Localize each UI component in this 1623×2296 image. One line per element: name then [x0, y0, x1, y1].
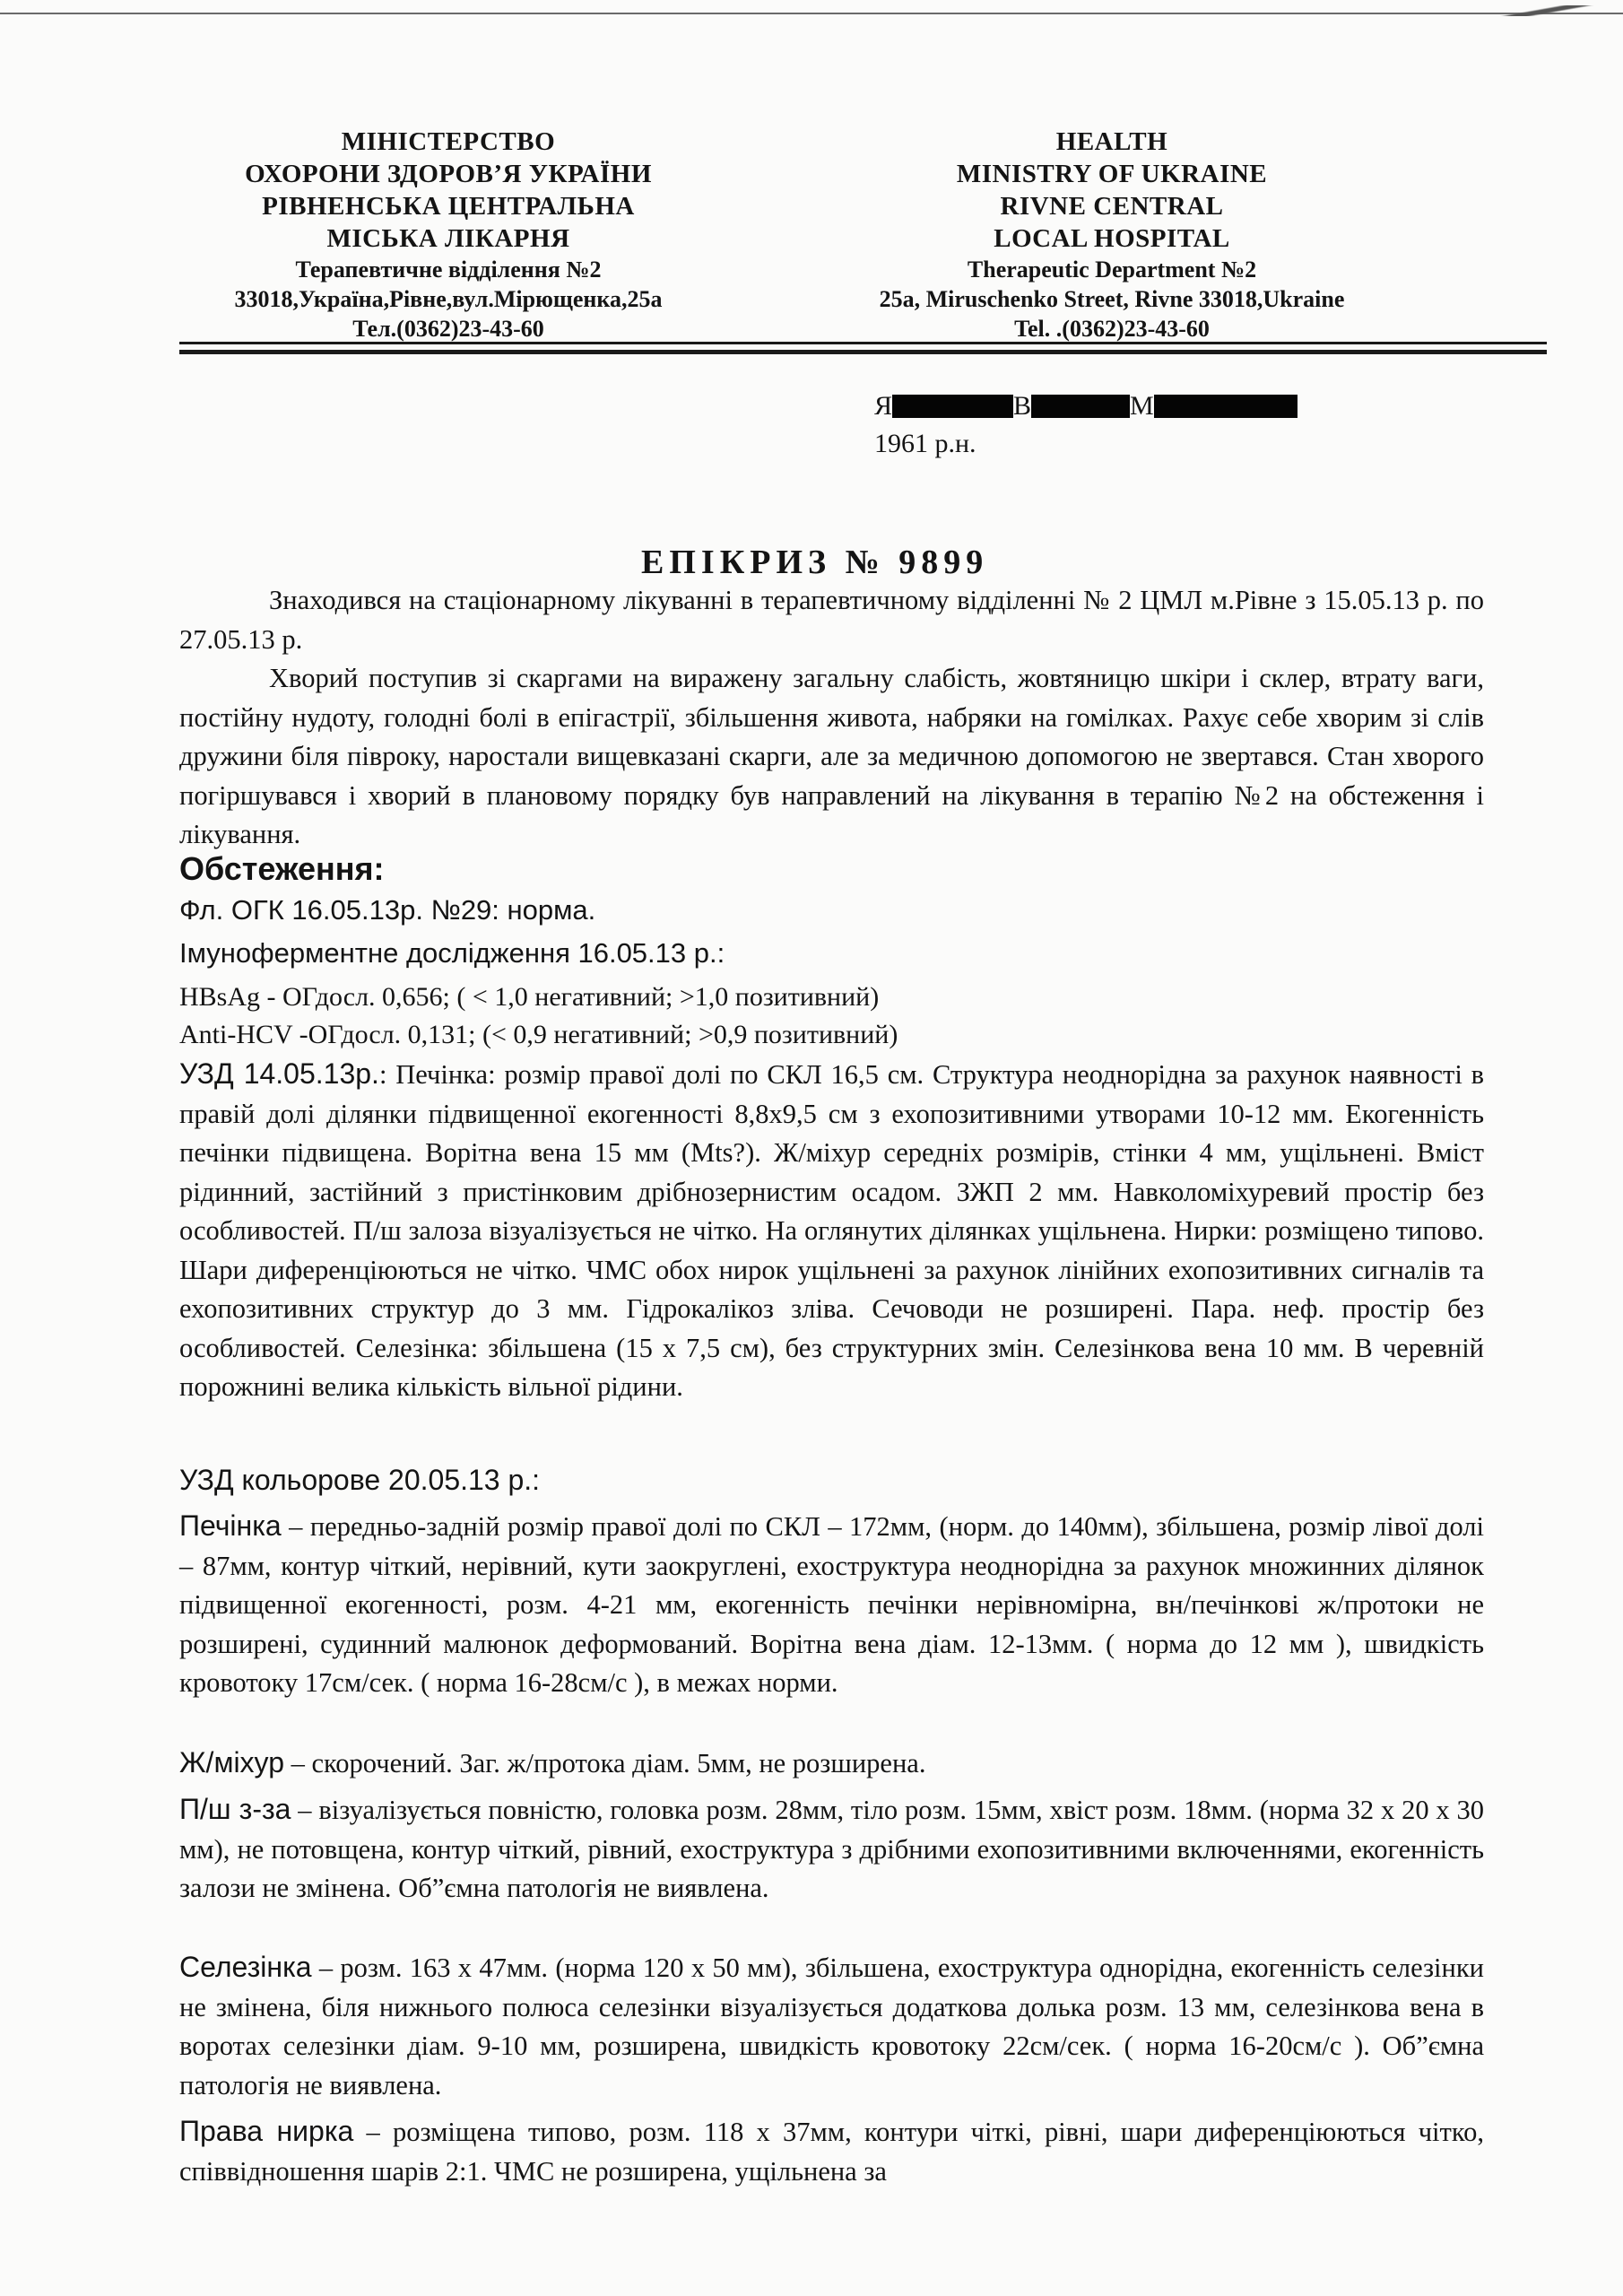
- gallbladder-paragraph: [179, 1744, 1484, 1784]
- letterhead-ua-line: РІВНЕНСЬКА ЦЕНТРАЛЬНА: [262, 192, 635, 221]
- ultrasound-1-paragraph: [179, 1055, 1484, 1407]
- letterhead-divider-thin: [179, 342, 1547, 344]
- patient-initial: М: [1130, 391, 1154, 422]
- letterhead-ua-line: МІСЬКА ЛІКАРНЯ: [326, 224, 570, 253]
- letterhead-ukrainian: [135, 126, 762, 344]
- pancreas-paragraph: [179, 1790, 1484, 1909]
- letterhead-ua-phone: Тел.(0362)23-43-60: [352, 316, 544, 342]
- right-kidney-lead: Права нирка: [179, 2115, 354, 2147]
- stay-paragraph: Знаходився на стаціонарному лікуванні в терапевтичному відділенні № 2 ЦМЛ м.Рівне з 15.05.13 р. по 27.05.13 р.: [179, 585, 1484, 655]
- letterhead-ua-address: 33018,Україна,Рівне,вул.Мірющенка,25а: [234, 286, 663, 312]
- liver-paragraph: [179, 1507, 1484, 1703]
- exam-heading: Обстеження:: [179, 850, 385, 887]
- immunoassay-heading: Імуноферментне дослідження 16.05.13 р.:: [179, 937, 725, 969]
- patient-name-redacted: [874, 386, 1298, 425]
- letterhead-ua-department: Терапевтичне відділення №2: [295, 257, 602, 283]
- spleen-paragraph: [179, 1948, 1484, 2105]
- gallbladder-lead: Ж/міхур: [179, 1746, 284, 1779]
- letterhead-english: [771, 126, 1453, 344]
- hbsag-result: HBsAg - ОГдосл. 0,656; ( < 1,0 негативний; >1,0 позитивний): [179, 982, 880, 1012]
- document-title: ЕПІКРИЗ № 9899: [641, 544, 989, 581]
- patient-initial: Я: [874, 391, 893, 422]
- redaction-bar: [892, 395, 1013, 418]
- letterhead-en-line: HEALTH: [1055, 127, 1168, 156]
- letterhead-ua-line: МІНІСТЕРСТВО: [341, 127, 556, 156]
- letterhead-en-line: LOCAL HOSPITAL: [994, 224, 1230, 253]
- scan-edge-mark: [1488, 5, 1605, 16]
- scan-edge-line: [0, 13, 1623, 14]
- letterhead-ua-line: ОХОРОНИ ЗДОРОВ’Я УКРАЇНИ: [245, 160, 652, 188]
- redaction-bar: [1031, 395, 1130, 418]
- ultrasound-1-text: : Печінка: розмір правої долі по СКЛ 16,5 см. Структура неоднорідна за рахунок наявності в правій долі ділянки підвищенної екогенності 8,8х9,5 см з ехопозитивними утворами 10-12 мм. Екогенність печінки підвищена. Ворітна вена 15 мм (Mts?). Ж/міхур середніх розмірів, стінки 4 мм, ущільнені. Вміст рідинний, застійний з пристінковим дрібнозернистим осадом. ЗЖП 2 мм. Навколоміхуревий простір без особливостей. П/ш залоза візуалізується не чітко. На оглянутих ділянках ущільнена. Нирки: розміщено типово. Шари диференціюються не чітко. ЧМС обох нирок ущільнені за рахунок лінійних ехопозитивних сигналів та ехопозитивних структур до 3 мм. Гідрокалікоз зліва. Сечоводи не розширені. Пара. неф. простір без особливостей. Селезінка: збільшена (15 х 7,5 см), без структурних змін. Селезінкова вена 10 мм. В черевній порожнині велика кількість вільної рідини.: [179, 1059, 1484, 1402]
- letterhead-en-phone: Tel. .(0362)23-43-60: [1014, 316, 1210, 342]
- letterhead-en-line: RIVNE CENTRAL: [1000, 192, 1224, 221]
- redaction-bar: [1154, 395, 1298, 418]
- patient-initial: В: [1013, 391, 1032, 422]
- letterhead-en-line: MINISTRY OF UKRAINE: [956, 160, 1268, 188]
- gallbladder-text: – скорочений. Заг. ж/протока діам. 5мм, не розширена.: [283, 1748, 926, 1779]
- fluorography-line: Фл. ОГК 16.05.13р. №29: норма.: [179, 894, 596, 926]
- anti-hcv-result: Anti-HCV -ОГдосл. 0,131; (< 0,9 негативний; >0,9 позитивний): [179, 1020, 898, 1049]
- liver-text: – передньо-задній розмір правої долі по СКЛ – 172мм, (норм. до 140мм), збільшена, розмір лівої долі – 87мм, контур чіткий, нерівний, кути заокруглені, ехоструктура неоднорідна за рахунок множинних ділянок підвищенної екогенності, розм. 4-21 мм, екогенність печінки нерівномірна, вн/печінкові ж/протоки не розширені, судинний малюнок деформований. Ворітна вена діам. 12-13мм. ( норма до 12 мм ), швидкість кровотоку 17см/сек. ( норма 16-28см/с ), в межах норми.: [179, 1511, 1484, 1698]
- right-kidney-paragraph: [179, 2112, 1484, 2191]
- liver-lead: Печінка: [179, 1509, 282, 1542]
- ultrasound-1-lead: УЗД 14.05.13р.: [179, 1057, 379, 1090]
- complaints-paragraph: Хворий поступив зі скаргами на виражену загальну слабість, жовтяницю шкіри і склер, втрату ваги, постійну нудоту, голодні болі в епігастрії, збільшення живота, набряки на гомілках. Рахує себе хворим зі слів дружини біля півроку, наростали вищевказані скарги, але за медичною допомогою не звертався. Стан хворого погіршувався і хворий в плановому порядку був направлений на лікування в терапію №2 на обстеження і лікування.: [179, 663, 1484, 849]
- pancreas-text: – візуалізується повністю, головка розм. 28мм, тіло розм. 15мм, хвіст розм. 18мм. (норма 32 х 20 х 30 мм), не потовщена, контур чіткий, рівний, ехоструктура з дрібними ехопозитивними включеннями, екогенність залози не змінена. Об”ємна патологія не виявлена.: [179, 1795, 1485, 1903]
- letterhead-en-department: Therapeutic Department №2: [967, 257, 1257, 283]
- letterhead-divider-thick: [179, 350, 1547, 354]
- patient-birth-year: 1961 р.н.: [874, 429, 976, 458]
- pancreas-lead: П/ш з-за: [179, 1793, 291, 1825]
- spleen-lead: Селезінка: [179, 1951, 312, 1983]
- spleen-text: – розм. 163 х 47мм. (норма 120 х 50 мм), збільшена, ехоструктура однорідна, екогенність селезінки не змінена, біля нижнього полюса селезінки візуалізується додаткова долька розм. 13 мм, селезінкова вена в воротах селезінки діам. 9-10 мм, розширена, швидкість кровотоку 22см/сек. ( норма 16-20см/с ). Об”ємна патологія не виявлена.: [179, 1952, 1484, 2100]
- letterhead-en-address: 25a, Miruschenko Street, Rivne 33018,Ukraine: [879, 286, 1345, 312]
- right-kidney-text: – розміщена типово, розм. 118 х 37мм, контури чіткі, рівні, шари диференціюються чітко, співвідношення шарів 2:1. ЧМС не розширена, ущільнена за: [179, 2117, 1484, 2187]
- color-ultrasound-heading: УЗД кольорове 20.05.13 р.:: [179, 1464, 541, 1496]
